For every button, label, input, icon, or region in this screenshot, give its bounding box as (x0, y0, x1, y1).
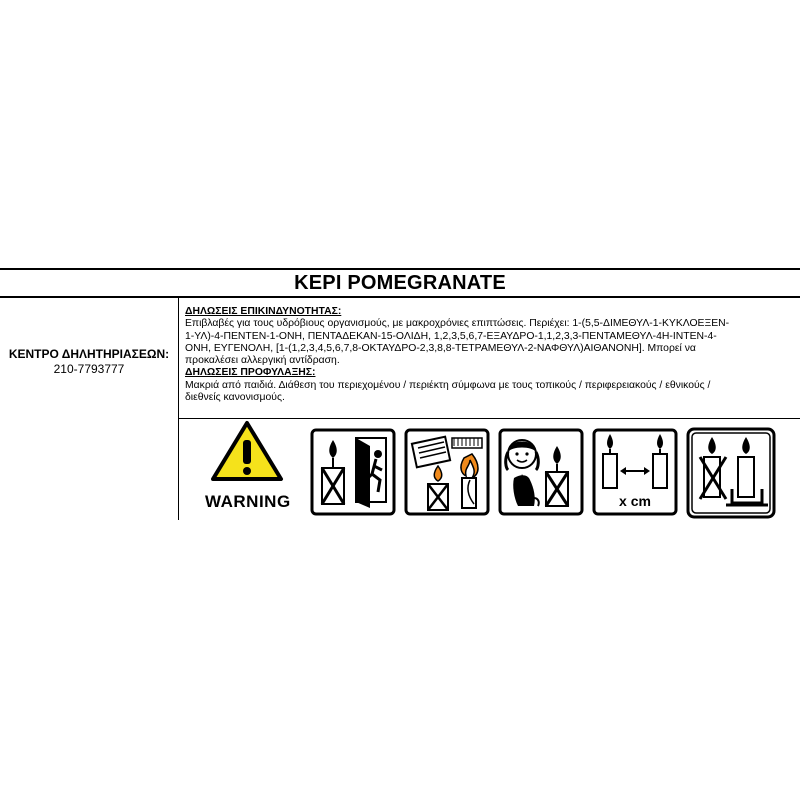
distance-label: x cm (619, 493, 651, 509)
statements (185, 306, 790, 404)
poison-center-label: ΚΕΝΤΡΟ ΔΗΛΗΤΗΡΙΑΣΕΩΝ: (8, 347, 170, 361)
candle-holder-icon (686, 427, 776, 519)
warning-label: WARNING (205, 492, 291, 511)
precaution-text-line: διεθνείς κανονισμούς. (185, 392, 285, 404)
poison-center (0, 347, 178, 377)
hazard-heading: ΔΗΛΩΣΕΙΣ ΕΠΙΚΙΝΔΥΝΟΤΗΤΑΣ: (185, 306, 342, 317)
hazard-text-line: Επιβλαβές για τους υδρόβιους οργανισμούς, με μακροχρόνιες επιπτώσεις. Περιέχει: 1-(5,5-ΔΙΜΕΘΥΛ-1-ΚΥΚΛΟΕΞΕΝ- (185, 318, 730, 330)
no-candle-near-door-icon (310, 428, 396, 516)
column-divider (178, 298, 179, 520)
no-candle-near-flammables-icon (404, 428, 490, 516)
hazard-text-line: προκαλέσει αλλεργική αντίδραση. (185, 355, 340, 367)
keep-away-children-pets-icon (498, 428, 584, 516)
precaution-text-line: Μακριά από παιδιά. Διάθεση του περιεχομένου / περιέκτη σύμφωνα με τους τοπικούς / περιφερειακούς / εθνικούς / (185, 379, 711, 391)
hazard-text-line: ΟΝΗ, ΕΥΓΕΝΟΛΗ, [1-(1,2,3,4,5,6,7,8-ΟΚΤΑΥΔΡΟ-2,3,8,8-ΤΕΤΡΑΜΕΘΥΛ-2-ΝΑΦΘΥΛ)ΑΙΘΑΝΟΝΗ]. Μπορεί να (185, 342, 696, 354)
hazard-text-line: 1-ΥΛ)-4-ΠΕΝΤΕΝ-1-ΟΝΗ, ΠΕΝΤΑΔΕΚΑΝ-15-ΟΛΙΔΗ, 1,2,3,5,6,7-ΕΞΑΥΔΡΟ-1,1,2,3,3-ΠΕΝΤΑΜΕΘΥΛ-4Η-ΙΝΤΕΝ-4- (185, 330, 717, 342)
statements-rule (179, 418, 800, 419)
product-title: KEPI POMEGRANATE (294, 272, 506, 294)
precaution-heading: ΔΗΛΩΣΕΙΣ ΠΡΟΦΥΛΑΞΗΣ: (185, 367, 316, 379)
warning-triangle-icon (210, 420, 284, 482)
poison-center-phone: 210-7793777 (53, 362, 125, 376)
title-rule (0, 296, 800, 298)
